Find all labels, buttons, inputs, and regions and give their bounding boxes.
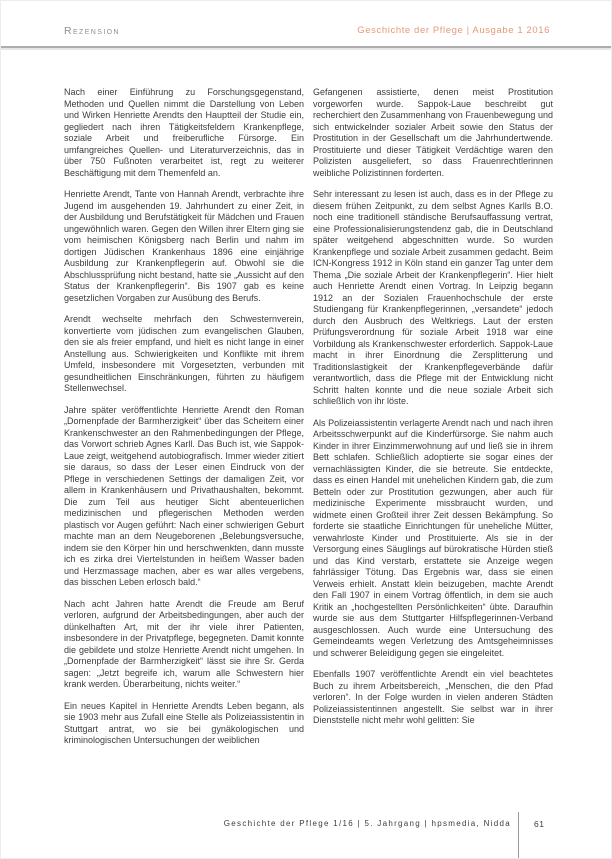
page-number: 61 xyxy=(534,819,545,829)
journal-issue-label: Geschichte der Pflege | Ausgabe 1 2016 xyxy=(357,25,550,36)
paragraph: Jahre später veröffentlichte Henriette Arendt den Roman „Dornenpfade der Barmherzigkeit“ über das Scheitern einer Krankenschwester an den Rahmenbedingungen der Pflege, das Vorwort schrieb Agnes Karll. Das Buch ist, wie Sappok-Laue zeigt, weitgehend autobiografisch. Immer wieder zitiert sie daraus, so dass der Leser einen Eindruck von der Pflege in verschiedenen Settings der damaligen Zeit, vor allem in Krankenhäusern und Privathaushalten, bekommt. Die zum Teil aus heutiger Sicht abenteuerlichen medizinischen und pflegerischen Methoden werden plastisch vor Augen geführt: Nach einer schwierigen Geburt machte man an dem Neugeborenen „Belebungsversuche, indem sie den Körper hin und herschwenkten, dann musste ich es zirka drei Viertelstunden in heißem Wasser baden und Herzmassage machen, aber es war alles vergebens, das bisschen Leben erlosch bald.“ xyxy=(64,404,304,587)
paragraph: Ebenfalls 1907 veröffentlichte Arendt ein viel beachtetes Buch zu ihrem Arbeitsbereich, „Menschen, die den Pfad verloren“. In der Folge wurden in vielen anderen Städten Polizeiassistentinnen angestellt. Sie selbst war in ihrer Dienststelle nicht mehr wohl gelitten: Sie xyxy=(313,669,553,725)
paragraph: Ein neues Kapitel in Henriette Arendts Leben begann, als sie 1903 mehr aus Zufall eine Stelle als Polizeiassistentin in Stuttgart antrat, wo sie bei gynäkologischen und kriminologischen Untersuchungen der weiblichen xyxy=(64,700,304,745)
paragraph: Nach einer Einführung zu Forschungsgegenstand, Methoden und Quellen nimmt die Darstellung von Leben und Wirken Henriette Arendts den Hauptteil der Studie ein, gegliedert nach ihren Tätigkeitsfeldern Krankenpflege, soziale Arbeit und freiberufliche Fürsorge. Ein umfangreiches Quellen- und Literaturverzeichnis, das in über 750 Fußnoten verarbeitet ist, regt zu weiterer Beschäftigung mit dem Themenfeld an. xyxy=(64,87,304,178)
paragraph: Arendt wechselte mehrfach den Schwesternverein, konvertierte vom jüdischen zum evangelischen Glauben, den sie als freier empfand, und hielt es nicht lange in einer Anstellung aus. Schwierigkeiten und Konflikte mit ihrem Umfeld, insbesondere mit Vorgesetzten, verbunden mit gesundheitlichen Einschränkungen, führten zu häufigem Stellenwechsel. xyxy=(64,314,304,393)
footer-imprint: Geschichte der Pflege 1/16 | 5. Jahrgang | hpsmedia, Nidda xyxy=(223,819,511,828)
paragraph: Nach acht Jahren hatte Arendt die Freude am Beruf verloren, aufgrund der Arbeitsbedingungen, aber auch der dünkelhaften Art, mit der ihr viele ihrer Patienten, insbesondere in der Privatpflege, begegneten. Damit konnte die gebildete und stolze Henriette Arendt nicht umgehen. In „Dornenpfade der Barmherzigkeit“ lässt sie ihre Sr. Gerda sagen: „Jetzt begreife ich, warum alle Schwestern hier krank werden. Überarbeitung, nichts weiter.“ xyxy=(64,598,304,689)
left-column xyxy=(64,87,304,747)
footer-rule xyxy=(518,812,519,858)
paragraph: Als Polizeiassistentin verlagerte Arendt nach und nach ihren Arbeitsschwerpunkt auf die Kinderfürsorge. Sie nahm auch Kinder in ihrer Einzimmerwohnung auf und ließ sie in ihrem Bett schlafen. Schließlich adoptierte sie sogar eines der vernachlässigten Kinder, die sie betreute. Sie entdeckte, dass es einen Handel mit unehelichen Kindern gab, die zum Betteln oder zur Prostitution gezwungen, aber auch für medizinische Experimente missbraucht wurden, und widmete einen Großteil ihrer Zeit dessen Bekämpfung. So forderte sie staatliche Einrichtungen für uneheliche Mütter, verwahrloste Kinder und Prostituierte. Als sie in der Versorgung eines Säuglings auf bürokratische Hürden stieß und das Kind verstarb, erstattete sie Anzeige wegen fahrlässiger Tötung. Das Ergebnis war, dass sie einen Verweis erhielt. Anstatt klein beizugeben, machte Arendt den Fall 1907 in einem Vortrag öffentlich, in dem sie auch Kritik an „hochgestellten Persönlichkeiten“ übte. Daraufhin wurde sie aus dem Stuttgarter Hilfspflegerinnen-Verband ausgeschlossen. Auch wurde eine Untersuchung des Gemeindeamts wegen Verletzung des Amtsgeheimnisses und schwerer Beleidigung gegen sie eingeleitet. xyxy=(313,417,553,658)
section-label: Rezension xyxy=(64,25,120,37)
article-body xyxy=(64,87,553,747)
paragraph: Henriette Arendt, Tante von Hannah Arendt, verbrachte ihre Jugend im ausgehenden 19. Jahrhundert zu einer Zeit, in der Ausbildung und Berufstätigkeit für Mädchen und Frauen ungewöhnlich waren. Gegen den Willen ihrer Eltern ging sie vom heimischen Königsberg nach Berlin und nahm im dortigen Jüdischen Krankenhaus 1896 eine einjährige Ausbildung zur Krankenpflegerin auf. Obwohl sie die Abschlussprüfung nicht bestand, hatte sie „Aussicht auf den Status der Krankenpflegerin“. Bis 1907 gab es keine gesetzlichen Vorgaben zur Ausübung des Berufs. xyxy=(64,189,304,303)
right-column xyxy=(313,87,553,747)
paragraph: Sehr interessant zu lesen ist auch, dass es in der Pflege zu diesem frühen Zeitpunkt, zu dem selbst Agnes Karlls B.O. noch eine traditionell ständische Berufsauffassung vertrat, eine Professionalisierungstendenz gab, die in Deutschland später weitgehend abgeschnitten wurde. So wurden Krankenpflege und soziale Arbeit zusammen gedacht. Beim ICN-Kongress 1912 in Köln stand ein ganzer Tag unter dem Thema „Die soziale Arbeit der Krankenpflegerin“. Hier hielt auch Henriette Arendt einen Vortrag. In Leipzig begann 1912 an der Sozialen Frauenhochschule der erste Studiengang für Krankenpflegerinnen, „versandete“ jedoch durch den Ausbruch des Weltkriegs. Laut der ersten Prüfungsverordnung für soziale Arbeit 1918 war eine Vorbildung als Krankenschwester erforderlich. Sappok-Laue macht in ihrer Einordnung die Zersplitterung und Traditionslastigkeit der Krankenpflegeverbände dafür verantwortlich, dass die Pflege mit der Entwicklung nicht Schritt halten konnte und die neue soziale Arbeit sich schließlich von ihr löste. xyxy=(313,189,553,406)
header-rule xyxy=(1,46,611,48)
paragraph: Gefangenen assistierte, denen meist Prostitution vorgeworfen wurde. Sappok-Laue beschreibt gut recherchiert den Zusammenhang von Frauenbewegung und sich entwickelnder sozialer Arbeit sowie den Status der Prostitution in der Gesellschaft um die Jahrhundertwende. Prostituierte und dieser Tätigkeit Verdächtige waren den Polizisten ausgeliefert, so dass Frauenrechtlerinnen weibliche Polizistinnen forderten. xyxy=(313,87,553,178)
